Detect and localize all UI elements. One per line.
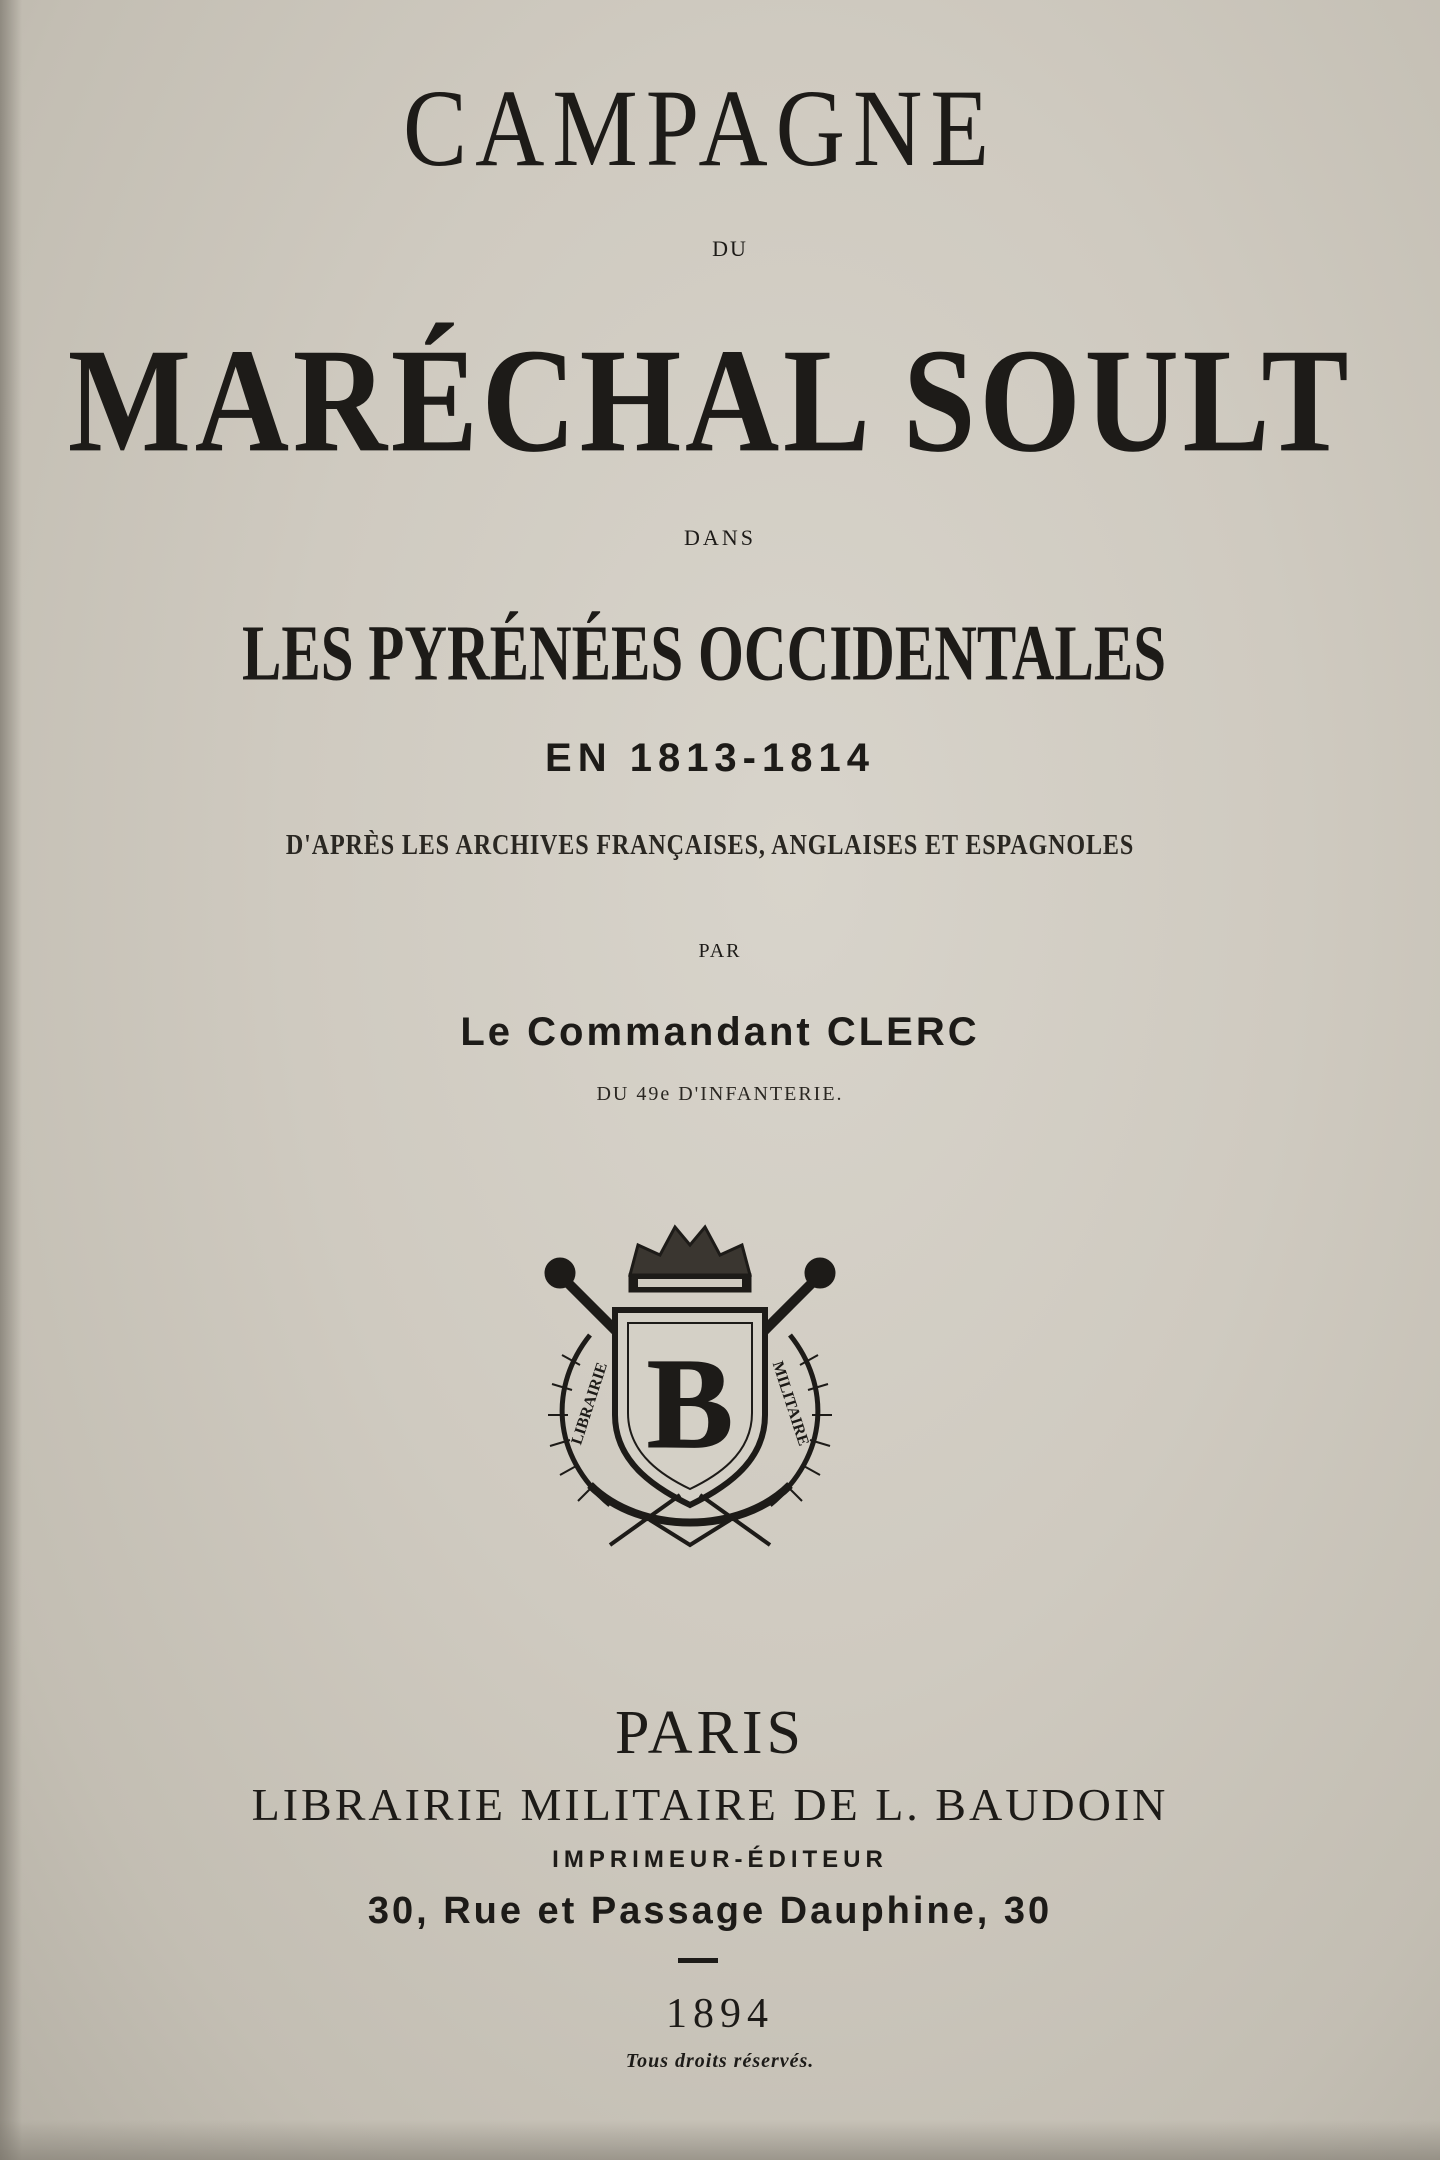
- emblem-monogram: B: [646, 1332, 734, 1476]
- imprint-city: PARIS: [614, 1699, 806, 1767]
- emblem-left-text: LIBRAIRIE: [568, 1360, 611, 1447]
- title-marechal-soult: MARÉCHAL SOULT: [67, 317, 1353, 483]
- bottom-shadow: [0, 2120, 1440, 2160]
- author-name: Le Commandant CLERC: [460, 1010, 980, 1054]
- imprint-year: 1894: [666, 1991, 774, 2037]
- title-pyrenees: LES PYRÉNÉES OCCIDENTALES: [241, 608, 1167, 697]
- title-campagne: CAMPAGNE: [403, 65, 997, 190]
- imprint-role: IMPRIMEUR-ÉDITEUR: [552, 1846, 888, 1873]
- subtitle-sources: D'APRÈS LES ARCHIVES FRANÇAISES, ANGLAISES ET ESPAGNOLES: [285, 830, 1135, 861]
- title-dans: DANS: [684, 525, 756, 550]
- gutter-shadow: [0, 0, 22, 2160]
- imprint-rights: Tous droits réservés.: [625, 2050, 815, 2072]
- title-du: DU: [712, 236, 748, 261]
- title-dates: EN 1813-1814: [545, 736, 875, 780]
- divider-rule: [678, 1958, 718, 1963]
- imprint-publisher: LIBRAIRIE MILITAIRE DE L. BAUDOIN: [251, 1779, 1169, 1830]
- emblem-right-text: MILITAIRE: [768, 1359, 812, 1448]
- author-regiment: DU 49e D'INFANTERIE.: [596, 1083, 844, 1105]
- byline-par: PAR: [698, 940, 742, 962]
- imprint-address: 30, Rue et Passage Dauphine, 30: [367, 1890, 1053, 1932]
- publisher-emblem-icon: [520, 1215, 860, 1555]
